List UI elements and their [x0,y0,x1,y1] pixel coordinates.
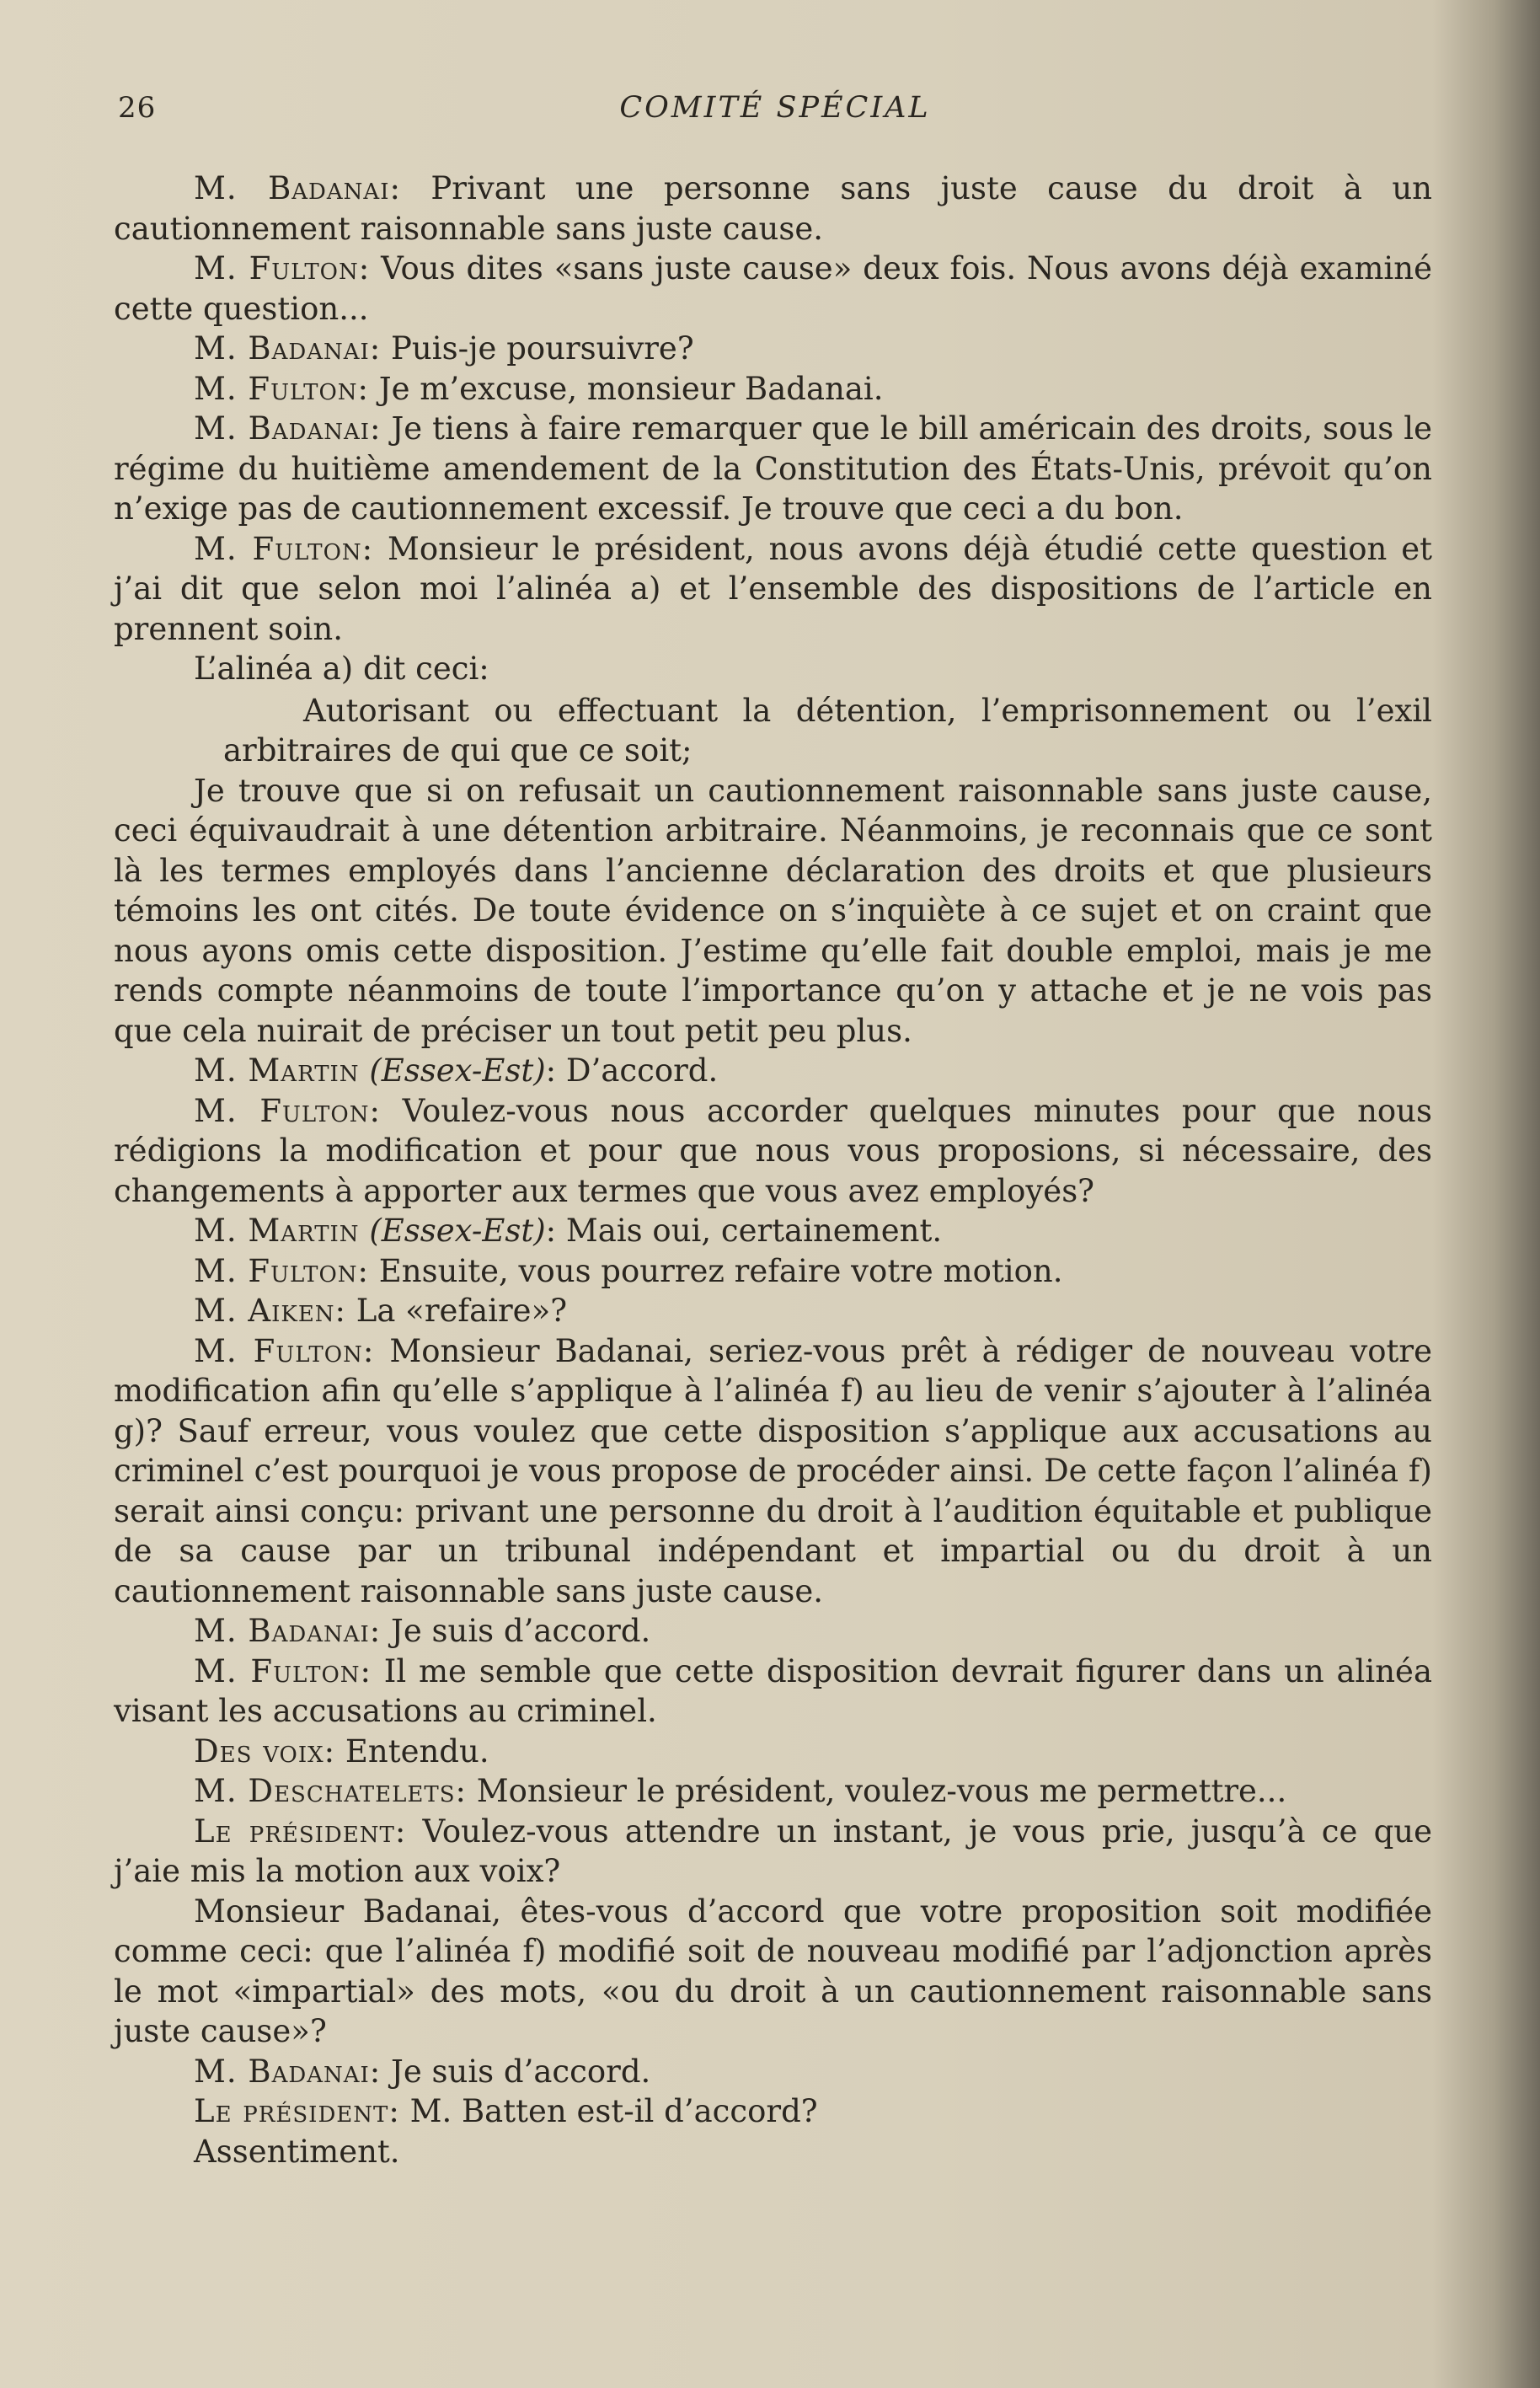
paragraph-text: Monsieur Badanai, êtes-vous d’accord que votre proposition soit modifiée comme ceci: que l’alinéa f) modifié soit de nouveau modifié par l’adjonction après le mot «impartial» des mots, «ou du droit à un cautionnement raisonnable sans juste cause»? [114,1893,1432,2049]
paragraph-text: : Mais oui, certainement. [545,1213,943,1249]
speaker-name: M. Fulton: [194,1652,372,1689]
speaker-name: M. Badanai: [194,410,382,447]
transcript-paragraph [114,1331,1432,1612]
speaker-name: M. Badanai: [194,2053,382,2090]
transcript-paragraph [114,1291,1432,1331]
transcript-paragraph [114,1771,1432,1812]
speaker-name: Des voix: [194,1732,336,1770]
speaker-name: M. Badanai: [194,170,401,206]
speaker-name: M. Aiken: [194,1293,347,1329]
transcript-paragraph [114,1652,1432,1732]
page-number: 26 [118,91,157,125]
paragraph-text: Autorisant ou effectuant la détention, l’emprisonnement ou l’exil arbitraires de qui que ce soit; [223,692,1432,768]
transcript-body [114,169,1432,2171]
paragraph-text: : D’accord. [545,1052,719,1089]
speaker-name: Le président: [194,1812,407,1850]
transcript-paragraph [114,409,1432,529]
transcript-paragraph [114,1732,1432,1772]
paragraph-text: Monsieur Badanai, seriez-vous prêt à rédiger de nouveau votre modification afin qu’elle s’applique à l’alinéa f) au lieu de venir s’ajouter à l’alinéa g)? Sauf erreur, vous voulez que cette disposition s’applique aux accusations au criminel c’est pourquoi je vous propose de procéder ainsi. De cette façon l’alinéa f) serait ainsi conçu: privant une personne du droit à l’audition équitable et publique de sa cause par un tribunal indépendant et impartial ou du droit à un cautionnement raisonnable sans juste cause. [114,1332,1433,1609]
paragraph-text: Voulez-vous attendre un instant, je vous prie, jusqu’à ce que j’aie mis la motion aux voix? [114,1812,1433,1889]
paragraph-text: Je suis d’accord. [381,2053,651,2090]
speaker-name: M. Fulton: [194,370,370,407]
speaker-name: M. Fulton: [194,1332,375,1369]
transcript-paragraph [114,1611,1432,1652]
transcript-paragraph [114,1251,1432,1292]
paragraph-text: Je trouve que si on refusait un cautionnement raisonnable sans juste cause, ceci équivaudrait à une détention arbitraire. Néanmoins, je reconnais que ce sont là les termes employés dans l’ancienne déclaration des droits et que plusieurs témoins les ont cités. De toute évidence on s’inquiète à ce sujet et on craint que nous ayons omis cette disposition. J’estime qu’elle fait double emploi, mais je me rends compte néanmoins de toute l’importance qu’on y attache et je ne vois pas que cela nuirait de préciser un tout petit peu plus. [114,772,1432,1049]
paragraph-text: Ensuite, vous pourrez refaire votre motion. [369,1252,1063,1289]
transcript-paragraph [114,2132,1432,2172]
speaker-riding: (Essex-Est) [369,1052,546,1089]
running-head: COMITÉ SPÉCIAL [619,91,931,125]
paragraph-text: Voulez-vous nous accorder quelques minutes pour que nous rédigions la modification et pour que nous vous proposions, si nécessaire, des changements à apporter aux termes que vous avez employés? [114,1092,1432,1209]
paragraph-text: Il me semble que cette disposition devrait figurer dans un alinéa visant les accusations au criminel. [114,1652,1433,1729]
paragraph-text: Monsieur le président, nous avons déjà étudié cette question et j’ai dit que selon moi l’alinéa a) et l’ensemble des dispositions de l’article en prennent soin. [114,530,1432,647]
paragraph-text: Je m’excuse, monsieur Badanai. [369,370,884,407]
transcript-paragraph [114,1211,1432,1251]
paragraph-text: Je suis d’accord. [381,1613,651,1649]
paragraph-text: Assentiment. [194,2133,400,2170]
transcript-paragraph [114,369,1432,410]
paragraph-text: La «refaire»? [346,1293,568,1329]
transcript-paragraph [114,1091,1432,1212]
transcript-paragraph [114,771,1432,1052]
speaker-name: Le président: [194,2093,400,2129]
transcript-paragraph [114,249,1432,329]
speaker-name: M. Badanai: [194,1613,382,1649]
transcript-paragraph [114,1812,1432,1892]
transcript-paragraph [114,1051,1432,1091]
transcript-paragraph [114,1892,1432,2052]
paragraph-text: Vous dites «sans juste cause» deux fois. Nous avons déjà examiné cette question... [114,250,1432,327]
speaker-name: M. Martin [194,1052,360,1089]
paragraph-text: Je tiens à faire remarquer que le bill américain des droits, sous le régime du huitième amendement de la Constitution des États-Unis, prévoit qu’on n’exige pas de cautionnement excessif. Je trouve que ceci a du bon. [114,410,1432,527]
speaker-name: M. Badanai: [194,330,382,367]
transcript-paragraph [114,649,1432,689]
paragraph-text: M. Batten est-il d’accord? [399,2093,818,2129]
quoted-passage [114,691,1432,771]
transcript-paragraph [114,329,1432,369]
transcript-paragraph [114,2091,1432,2132]
speaker-name: M. Fulton: [194,530,374,567]
paragraph-text: Puis-je poursuivre? [381,330,694,367]
speaker-name: M. Martin [194,1213,360,1249]
paragraph-text: Privant une personne sans juste cause du droit à un cautionnement raisonnable sans juste cause. [114,170,1432,247]
paragraph-text: Monsieur le président, voulez-vous me permettre... [466,1773,1287,1809]
speaker-riding: (Essex-Est) [369,1213,546,1249]
speaker-name: M. Fulton: [194,1092,381,1129]
page-header [118,91,1432,142]
transcript-paragraph [114,2052,1432,2092]
speaker-name: M. Fulton: [194,250,371,286]
paragraph-text: L’alinéa a) dit ceci: [194,651,489,687]
paragraph-text: Entendu. [335,1732,489,1770]
speaker-name: M. Deschatelets: [194,1773,467,1809]
transcript-paragraph [114,169,1432,249]
speaker-name: M. Fulton: [194,1252,370,1289]
transcript-paragraph [114,529,1432,650]
